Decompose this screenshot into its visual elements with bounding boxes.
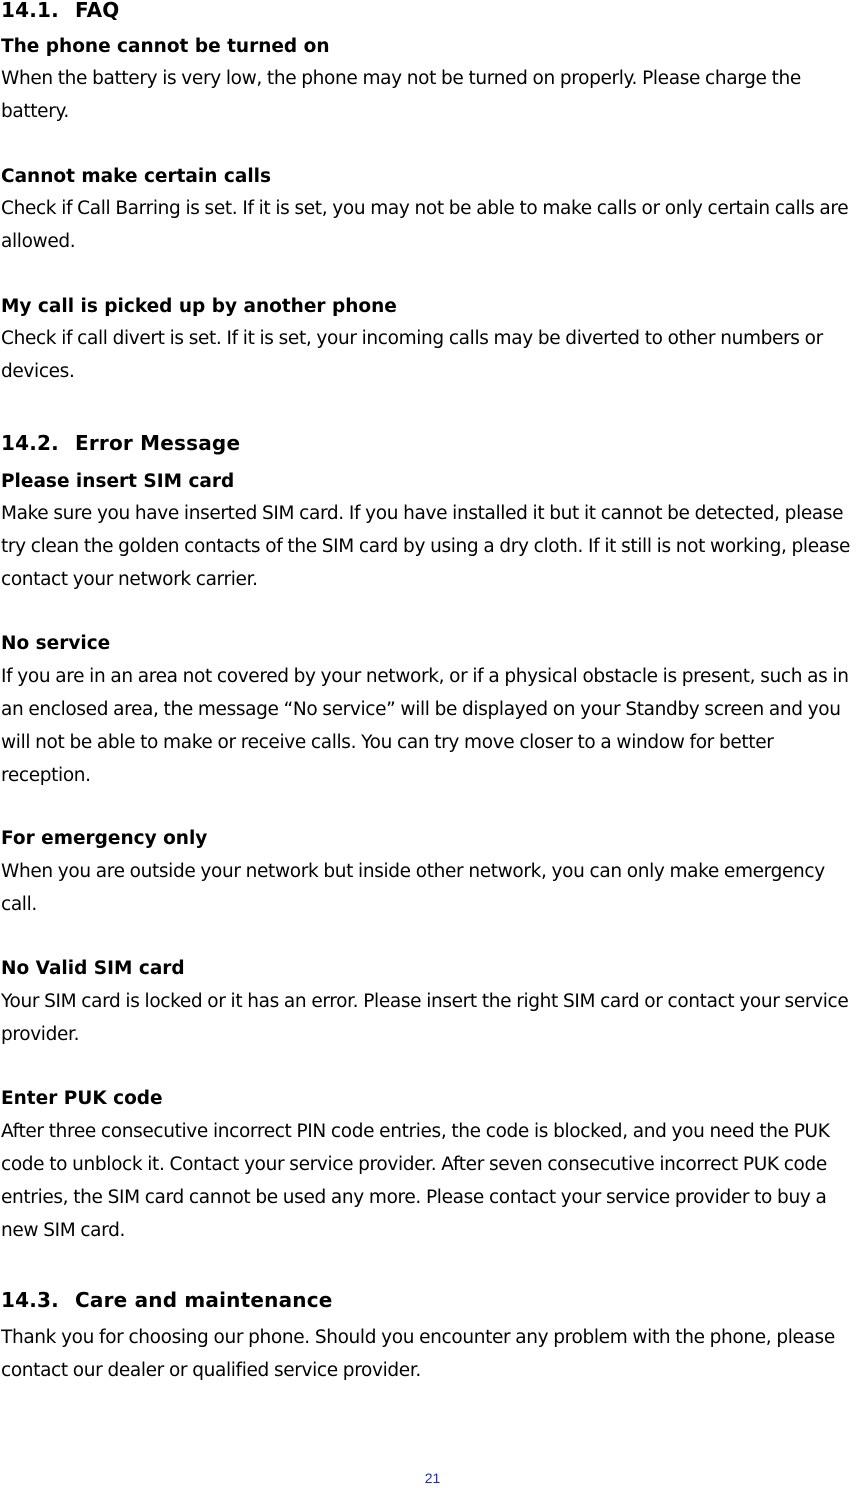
error-title-insert-sim: Please insert SIM card [1, 471, 235, 492]
error-body-enter-puk: After three consecutive incorrect PIN code entries, the code is blocked, and you need the PUK code to unblock it. Contact your service provider. After seven consecutive incorrect PUK code entries, the SIM card cannot be used any more. Please contact your service provider to buy a new SIM card. [1, 1121, 830, 1241]
faq-body-certain-calls: Check if Call Barring is set. If it is set, you may not be able to make calls or only certain calls are allowed. [1, 198, 849, 252]
error-title-emergency-only: For emergency only [1, 828, 208, 849]
section-heading-care-maintenance [1, 1288, 865, 1312]
faq-body-turn-on: When the battery is very low, the phone may not be turned on properly. Please charge the battery. [1, 68, 801, 122]
section-heading-error-message [1, 431, 865, 455]
error-body-no-valid-sim: Your SIM card is locked or it has an error. Please insert the right SIM card or contact your service provider. [1, 991, 849, 1045]
section-number: 14.1. [1, 0, 59, 22]
section-heading-faq [1, 0, 865, 22]
faq-title-certain-calls: Cannot make certain calls [1, 166, 272, 187]
faq-title-call-picked-up: My call is picked up by another phone [1, 296, 397, 317]
error-body-no-service: If you are in an area not covered by your network, or if a physical obstacle is present, such as in an enclosed area, the message “No service” will be displayed on your Standby screen and you will not be able to make or receive calls. You can try move closer to a window for better reception. [1, 666, 849, 786]
error-body-emergency-only: When you are outside your network but inside other network, you can only make emergency call. [1, 861, 825, 915]
section-title: FAQ [75, 0, 120, 22]
error-title-no-valid-sim: No Valid SIM card [1, 958, 185, 979]
care-body: Thank you for choosing our phone. Should you encounter any problem with the phone, please contact our dealer or qualified service provider. [1, 1327, 835, 1381]
error-title-no-service: No service [1, 633, 111, 654]
section-number: 14.3. [1, 1288, 59, 1312]
section-title: Care and maintenance [75, 1288, 333, 1312]
section-number: 14.2. [1, 431, 59, 455]
error-body-insert-sim: Make sure you have inserted SIM card. If you have installed it but it cannot be detected, please try clean the golden contacts of the SIM card by using a dry cloth. If it still is not working, please contact your network carrier. [1, 503, 851, 590]
section-title: Error Message [75, 431, 241, 455]
faq-title-turn-on: The phone cannot be turned on [1, 36, 330, 57]
page-number: 21 [424, 1470, 441, 1486]
error-title-enter-puk: Enter PUK code [1, 1088, 163, 1109]
faq-body-call-picked-up: Check if call divert is set. If it is set, your incoming calls may be diverted to other numbers or devices. [1, 328, 823, 382]
